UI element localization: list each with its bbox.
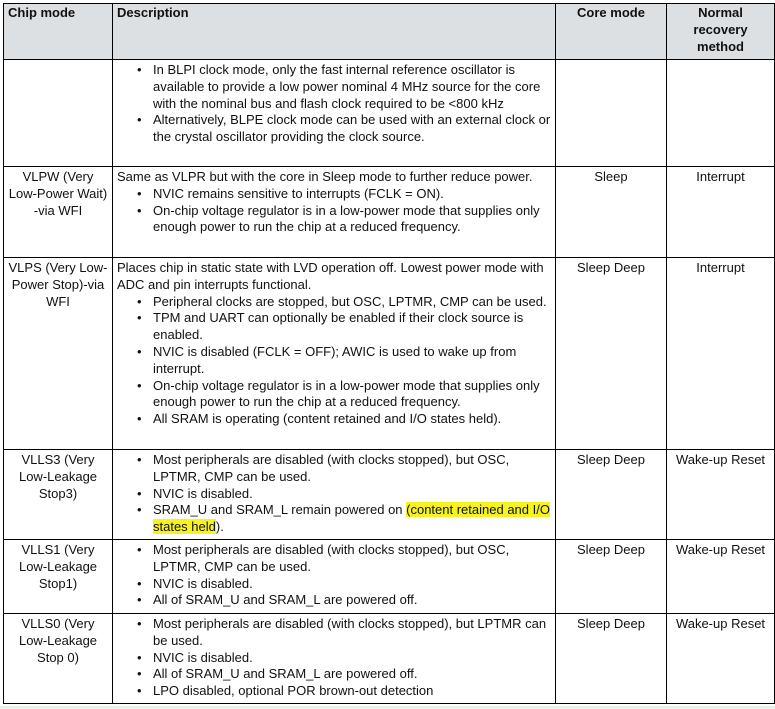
bullet-item: • On-chip voltage regulator is in a low-power mode that supplies only enough power to run the chip at a reduced frequency. (153, 203, 551, 237)
highlighted-text: (content retained and I/O states held (153, 502, 550, 535)
table-row (4, 540, 775, 614)
bullet-item: • All of SRAM_U and SRAM_L are powered off. (153, 666, 551, 683)
bullet-item: • On-chip voltage regulator is in a low-power mode that supplies only enough power to run the chip at a reduced frequency. (153, 378, 551, 412)
bullet-item: • Most peripherals are disabled (with clocks stopped), but OSC, LPTMR, CMP can be used. (153, 452, 551, 486)
header-description: Description (113, 4, 556, 60)
bullet-item: • NVIC is disabled (FCLK = OFF); AWIC is used to wake up from interrupt. (153, 344, 551, 378)
bullet-item: • NVIC is disabled. (153, 650, 551, 667)
recovery-cell: Wake-up Reset (667, 450, 775, 540)
bullet-item: • In BLPI clock mode, only the fast internal reference oscillator is available to provide a low power nominal 4 MHz source for the core with the nominal bus and flash clock required to be <800 kHz (153, 62, 551, 112)
bullet-text-end: ). (215, 519, 224, 535)
description-cell (113, 167, 556, 258)
table-row (4, 450, 775, 540)
core-mode-cell: Sleep Deep (556, 450, 667, 540)
chip-mode-cell: VLPS (Very Low-Power Stop)-via WFI (4, 258, 113, 450)
bullet-item: • NVIC is disabled. (153, 576, 551, 593)
bullet-item-highlighted (153, 502, 551, 536)
table-row (4, 258, 775, 450)
description-cell (113, 450, 556, 540)
chip-mode-cell: VLLS3 (Very Low-Leakage Stop3) (4, 450, 113, 540)
bullet-text: SRAM_U and SRAM_L remain powered on (153, 502, 407, 518)
recovery-cell: Wake-up Reset (667, 540, 775, 614)
table-row (4, 614, 775, 704)
core-mode-cell (556, 60, 667, 167)
chip-mode-cell (4, 60, 113, 167)
recovery-cell: Wake-up Reset (667, 614, 775, 704)
core-mode-cell: Sleep Deep (556, 614, 667, 704)
header-recovery-method: Normal recovery method (667, 4, 775, 60)
bullet-item: • TPM and UART can optionally be enabled if their clock source is enabled. (153, 310, 551, 344)
chip-mode-cell: VLPW (Very Low-Power Wait) -via WFI (4, 167, 113, 258)
bullet-item: • All SRAM is operating (content retained and I/O states held). (153, 411, 551, 428)
recovery-cell: Interrupt (667, 258, 775, 450)
header-core-mode: Core mode (556, 4, 667, 60)
core-mode-cell: Sleep Deep (556, 258, 667, 450)
description-intro: Places chip in static state with LVD operation off. Lowest power mode with ADC and pin interrupts functional. (117, 260, 544, 292)
recovery-cell: Interrupt (667, 167, 775, 258)
core-mode-cell: Sleep Deep (556, 540, 667, 614)
table-row (4, 60, 775, 167)
chip-mode-cell: VLLS1 (Very Low-Leakage Stop1) (4, 540, 113, 614)
bullet-item: • Most peripherals are disabled (with clocks stopped), but OSC, LPTMR, CMP can be used. (153, 542, 551, 576)
bullet-item: • NVIC remains sensitive to interrupts (FCLK = ON). (153, 186, 551, 203)
description-cell (113, 540, 556, 614)
table-row (4, 167, 775, 258)
description-intro: Same as VLPR but with the core in Sleep mode to further reduce power. (117, 169, 533, 184)
description-cell (113, 614, 556, 704)
bullet-item: • LPO disabled, optional POR brown-out detection (153, 683, 551, 700)
description-cell (113, 60, 556, 167)
bullet-item: • Most peripherals are disabled (with clocks stopped), but LPTMR can be used. (153, 616, 551, 650)
chip-mode-cell: VLLS0 (Very Low-Leakage Stop 0) (4, 614, 113, 704)
bullet-item: • All of SRAM_U and SRAM_L are powered off. (153, 592, 551, 609)
core-mode-cell: Sleep (556, 167, 667, 258)
header-row (4, 4, 775, 60)
recovery-cell (667, 60, 775, 167)
bullet-item: • Peripheral clocks are stopped, but OSC, LPTMR, CMP can be used. (153, 294, 551, 311)
bullet-item: • NVIC is disabled. (153, 486, 551, 503)
bullet-item: • Alternatively, BLPE clock mode can be used with an external clock or the crystal oscillator providing the clock source. (153, 112, 551, 146)
header-chip-mode: Chip mode (4, 4, 113, 60)
description-cell (113, 258, 556, 450)
power-modes-table (3, 3, 775, 704)
